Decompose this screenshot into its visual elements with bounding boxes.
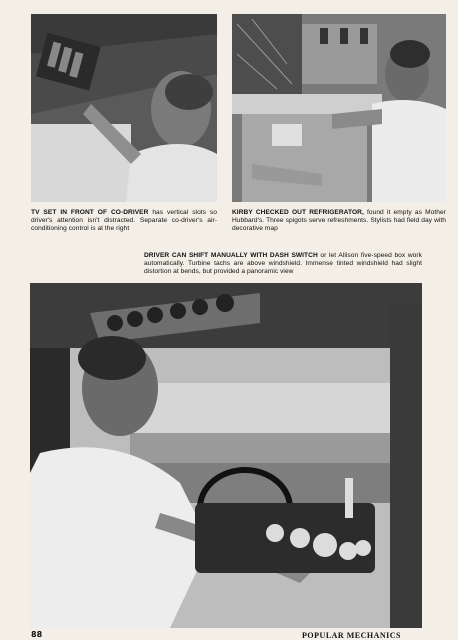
- caption-tv-body: has vertical slots so driver's attention isn't distracted. Separate co-driver's air-conditioning control is at the right: [31, 209, 217, 233]
- magazine-name: POPULAR MECHANICS: [302, 631, 401, 640]
- caption-fridge-lead: KIRBY CHECKED OUT REFRIGERATOR,: [232, 209, 364, 216]
- photo-driver-dashboard: [30, 283, 422, 628]
- caption-driver-lead: DRIVER CAN SHIFT MANUALLY WITH DASH SWITCH: [144, 252, 318, 259]
- caption-driver-body: or let Allison five-speed box work automatically. Turbine tachs are above windshield. Immense tinted windshield had slight distortion at bends, but provided a panoramic view: [144, 252, 422, 276]
- caption-driver: [144, 252, 422, 278]
- caption-refrigerator: [232, 209, 446, 235]
- photo-tv-set-co-driver: [31, 14, 217, 202]
- page-number: 88: [31, 630, 43, 639]
- caption-tv-set: [31, 209, 217, 235]
- photo-refrigerator: [232, 14, 446, 202]
- caption-tv-lead: TV SET IN FRONT OF CO-DRIVER: [31, 209, 149, 216]
- caption-fridge-body: found it empty as Mother Hubbard's. Three spigots serve refreshments. Stylists had field day with decorative map: [232, 209, 446, 233]
